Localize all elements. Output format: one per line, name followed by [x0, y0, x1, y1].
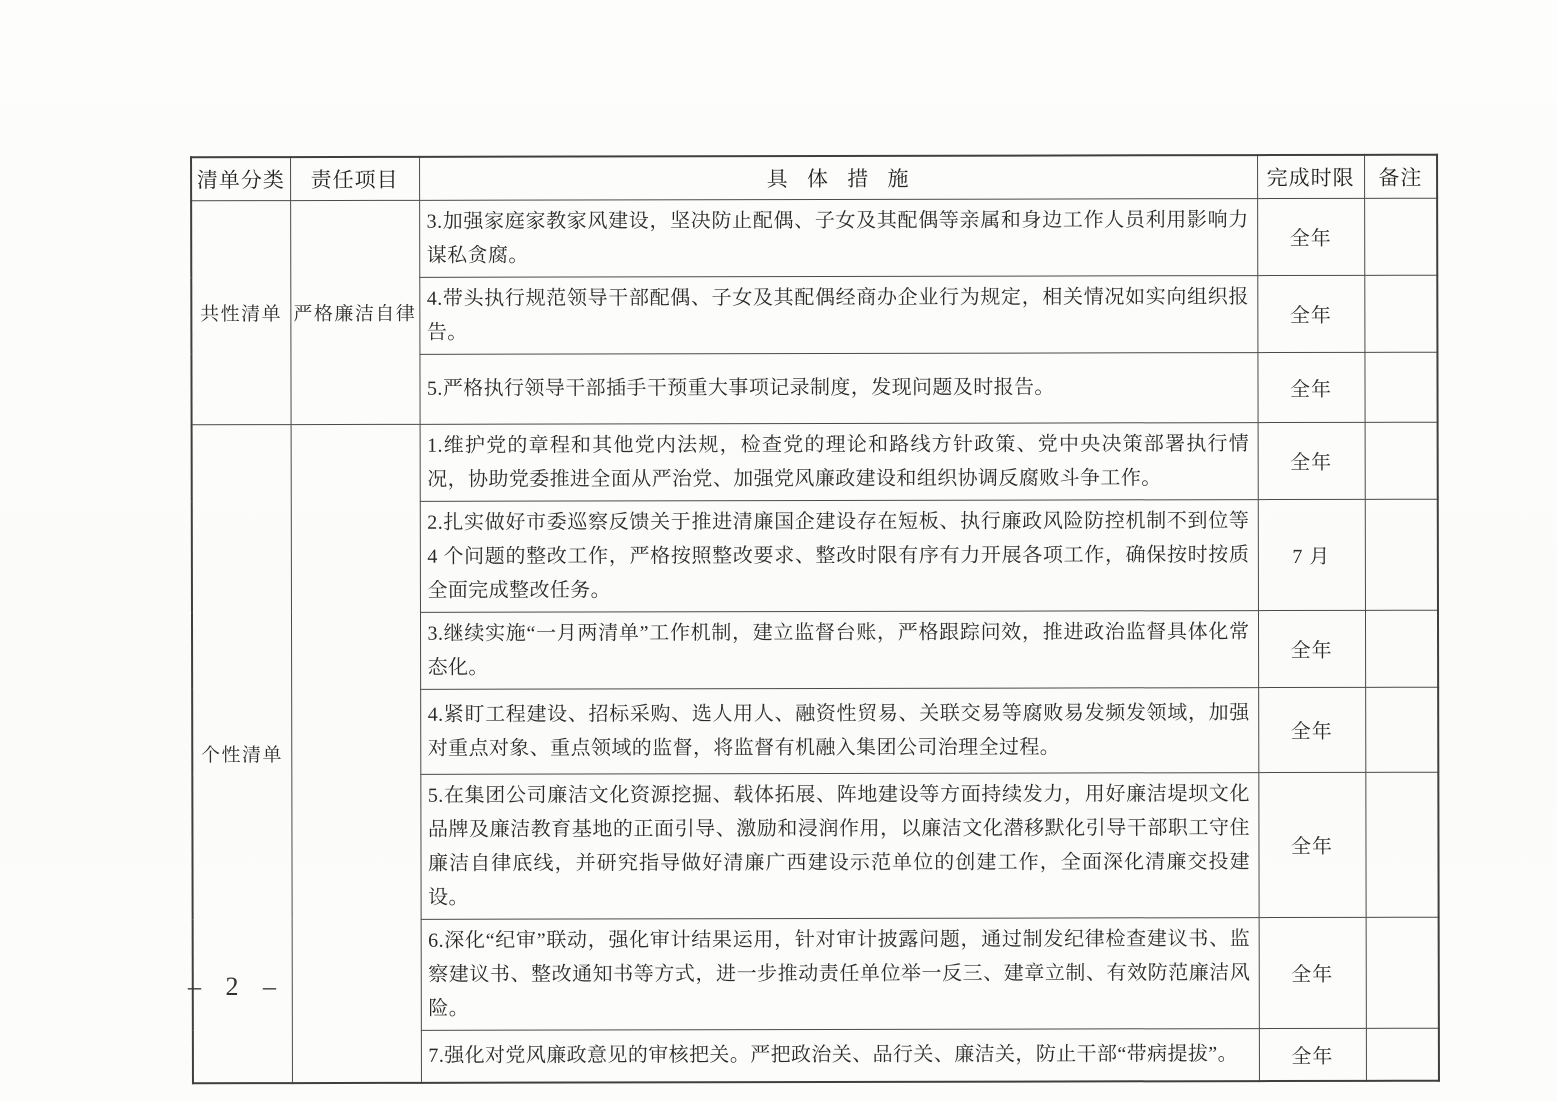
col-header-deadline: 完成时限 — [1257, 155, 1364, 198]
remark-cell — [1364, 352, 1437, 422]
measure-cell: 5.在集团公司廉洁文化资源挖掘、载体拓展、阵地建设等方面持续发力，用好廉洁堤坝文化品牌及廉洁教育基地的正面引导、激励和浸润作用，以廉洁文化潜移默化引导干部职工守住廉洁自律底线，并研究指导做好清廉广西建设示范单位的创建工作，全面深化清廉交投建设。 — [420, 772, 1258, 919]
measure-cell: 3.加强家庭家教家风建设，坚决防止配偶、子女及其配偶等亲属和身边工作人员利用影响力谋私贪腐。 — [419, 198, 1257, 277]
measure-cell: 5.严格执行领导干部插手干预重大事项记录制度，发现问题及时报告。 — [419, 352, 1257, 424]
project-cell-individual-empty — [291, 424, 421, 1083]
remark-cell — [1365, 499, 1438, 610]
project-cell-integrity-selfdiscipline: 严格廉洁自律 — [290, 200, 419, 424]
table-row — [192, 422, 1438, 502]
col-header-list-category: 清单分类 — [191, 157, 290, 200]
measure-cell: 1.维护党的章程和其他党内法规，检查党的理论和路线方针政策、党中央决策部署执行情况，协助党委推进全面从严治党、加强党风廉政建设和组织协调反腐败斗争工作。 — [420, 422, 1258, 501]
measure-cell: 4.紧盯工程建设、招标采购、选人用人、融资性贸易、关联交易等腐败易发频发领域，加强对重点对象、重点领域的监督，将监督有机融入集团公司治理全过程。 — [420, 687, 1258, 774]
deadline-cell: 7 月 — [1258, 499, 1365, 610]
table-row — [191, 198, 1437, 278]
remark-cell — [1365, 422, 1438, 499]
page-number: – 2 – — [188, 972, 285, 1001]
measure-cell: 4.带头执行规范领导干部配偶、子女及其配偶经商办企业行为规定，相关情况如实向组织报告。 — [419, 275, 1257, 354]
deadline-cell: 全年 — [1259, 917, 1366, 1028]
category-cell-individual-list: 个性清单 — [192, 424, 292, 1083]
measure-cell: 3.继续实施“一月两清单”工作机制，建立监督台账，严格跟踪问效，推进政治监督具体化常态化。 — [420, 610, 1258, 689]
measure-cell: 7.强化对党风廉政意见的审核把关。严把政治关、品行关、廉洁关，防止干部“带病提拔”。 — [421, 1028, 1259, 1083]
deadline-cell: 全年 — [1258, 610, 1365, 687]
remark-cell — [1366, 1028, 1439, 1081]
remark-cell — [1364, 275, 1437, 352]
col-header-duty-project: 责任项目 — [290, 157, 419, 200]
deadline-cell: 全年 — [1258, 422, 1365, 499]
deadline-cell: 全年 — [1257, 352, 1364, 422]
deadline-cell: 全年 — [1257, 198, 1364, 275]
col-header-remarks: 备注 — [1364, 155, 1437, 198]
deadline-cell: 全年 — [1257, 275, 1364, 352]
remark-cell — [1364, 198, 1437, 275]
remark-cell — [1365, 772, 1438, 917]
remark-cell — [1366, 917, 1439, 1028]
responsibility-list-table — [190, 154, 1440, 1085]
col-header-measures: 具 体 措 施 — [419, 155, 1257, 200]
table-container — [190, 154, 1440, 1085]
category-cell-common-list: 共性清单 — [191, 200, 290, 424]
remark-cell — [1365, 687, 1438, 772]
measure-cell: 2.扎实做好市委巡察反馈关于推进清廉国企建设存在短板、执行廉政风险防控机制不到位等 4 个问题的整改工作，严格按照整改要求、整改时限有序有力开展各项工作，确保按时按质全面完成整改任务。 — [420, 499, 1258, 612]
measure-cell: 6.深化“纪审”联动，强化审计结果运用，针对审计披露问题，通过制发纪律检查建议书、监察建议书、整改通知书等方式，进一步推动责任单位举一反三、建章立制、有效防范廉洁风险。 — [421, 917, 1259, 1030]
deadline-cell: 全年 — [1259, 1028, 1366, 1081]
deadline-cell: 全年 — [1258, 772, 1365, 917]
remark-cell — [1365, 610, 1438, 687]
header-row — [191, 155, 1437, 201]
deadline-cell: 全年 — [1258, 687, 1365, 772]
